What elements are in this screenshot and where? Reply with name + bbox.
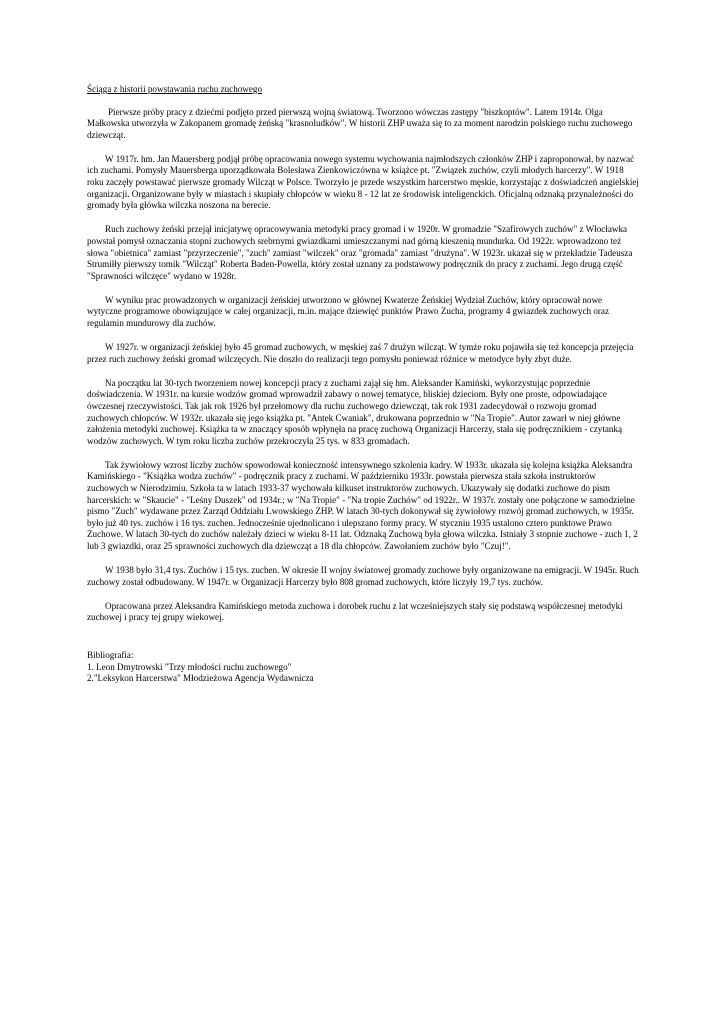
paragraph-5: W 1927r. w organizacji żeńskiej było 45 gromad zuchowych, w męskiej zaś 7 drużyn wilcząt. W tymże roku pojawiła się też koncepcja przejęcia przez ruch zuchowy żeński gromad wilczęcych. Nie doszło do realizacji tego pomysłu ponieważ różnice w metodyce były zbyt duże. <box>87 342 634 364</box>
bibliography <box>87 650 639 685</box>
paragraph-3: Ruch zuchowy żeński przejął inicjatywę opracowywania metodyki pracy gromad i w 1920r. W gromadzie "Szafirowych zuchów" z Włocławka powstał pomysł oznaczania stopni zuchowych srebrnymi gwiazdkami umieszczanymi nad górną kieszenią mundurka. Od 1922r. wprowadzono też słowa "obietnica" zamiast "przyrzeczenie", "zuch" zamiast "wilczek" oraz "gromada" zamiast "drużyna". W 1923r. ukazał się w przekładzie Tadeusza Strumiłły pierwszy tomik "Wilcząt" Roberta Baden-Powella, który został uznany za podstawowy podręcznik do pracy z zuchami. Jego drugą część "Sprawności wilczęce" wydano w 1928r. <box>87 224 633 281</box>
paragraph-4: W wyniku prac prowadzonych w organizacji żeńskiej utworzono w głównej Kwaterze Żeńskiej Wydział Zuchów, który opracował nowe wytyczne programowe obowiązujące w całej organizacji, m.in. mające dziewięć punktów Prawo Zucha, programy 4 gwiazdek zuchowych oraz regulamin mundurowy dla zuchów. <box>87 294 610 328</box>
paragraph-9: Opracowana przez Aleksandra Kamińskiego metoda zuchowa i dorobek ruchu z lat wcześniejszych stały się podstawą współczesnej metodyki zuchowej i pracy tej grupy wiekowej. <box>87 600 623 623</box>
paragraph-1: Pierwsze próby pracy z dziećmi podjęto przed pierwszą wojną światową. Tworzono wówczas zastępy "biszkoptów". Latem 1914r. Olga Małkowska utworzyła w Zakopanem gromadę żeńską "krasnoludków". W historii ZHP uważa się to za moment narodzin polskiego ruchu zuchowego dziewcząt. <box>87 106 633 140</box>
paragraph-6: Na początku lat 30-tych tworzeniem nowej koncepcji pracy z zuchami zajął się hm. Aleksander Kamiński, wykorzystując poprzednie doświadczenia. W 1931r. na kursie wodzów gromad wprowadził zabawy o nowej tematyce, bliskiej dzieciom. Były one proste, odpowiadające ówczesnej rzeczywistości. Tak jak rok 1926 był przełomowy dla ruchu zuchowego dziewcząt, tak rok 1931 zadecydował o rozwoju gromad zuchowych chłopców. W 1932r. ukazała się jego książka pt. "Antek Cwaniak", drukowana poprzednio w "Na Tropie". Autor zawarł w niej główne założenia metodyki zuchowej. Książka ta w znaczący sposób wpłynęła na pracę zuchową Organizacji Harcerzy, stała się podręcznikiem - czytanką wodzów zuchowych. W tym roku liczba zuchów przekroczyła 25 tys. w 833 gromadach. <box>87 377 623 446</box>
paragraph-2: W 1917r. hm. Jan Mauersberg podjął próbę opracowania nowego systemu wychowania najmłodszych członków ZHP i zaproponował, by nazwać ich zuchami. Pomysły Mauersberga uporządkowała Bolesława Zienkowiczówna w książce pt. "Związek zuchów, czyli młodych harcerzy". W 1918 roku zaczęły powstawać pierwsze gromady Wilcząt w Polsce. Tworzyło je przede wszystkim harcerstwo męskie, korzystając z doświadczeń angielskiej organizacji. Organizowane były w miastach i skupiały chłopców w wieku 8 - 12 lat ze środowisk inteligenckich. Oficjalną odznaką przynależności do gromady była główka wilczka noszona na berecie. <box>87 153 639 211</box>
bibliography-heading: Bibliografia: <box>87 649 134 660</box>
bibliography-item: 1. Leon Dmytrowski "Trzy młodości ruchu zuchowego" <box>87 661 292 672</box>
paragraph-8: W 1938 było 31,4 tys. Zuchów i 15 tys. zuchen. W okresie II wojny światowej gromady zuchowe były organizowane na emigracji. W 1945r. Ruch zuchowy został odbudowany. W 1947r. w Organizacji Harcerzy było 808 gromad zuchowych, które liczyły 19,7 tys. zuchów. <box>87 565 639 587</box>
paragraph-7: Tak żywiołowy wzrost liczby zuchów spowodował konieczność intensywnego szkolenia kadry. W 1933r. ukazała się kolejna książka Aleksandra Kamińskiego - "Książka wodza zuchów" - podręcznik pracy z zuchami. W październiku 1933r. powstała pierwsza stała szkoła instruktorów zuchowych w Nierodzimiu. Szkoła ta w latach 1933-37 wychowała kilkuset instruktorów zuchowych. Ukazywały się dodatki zuchowe do pism harcerskich: w "Skaucie" - "Leśny Duszek" od 1934r.; w "Na Tropie" - "Na tropie Zuchów" od 1922r.. W 1937r. zostały one połączone w samodzielne pismo "Zuch" wydawane przez Zarząd Oddziału Lwowskiego ZHP. W latach 30-tych dokonywał się żywiołowy rozwój gromad zuchowych, w 1935r. było już 40 tys. zuchów i 16 tys. zuchen. Jednocześnie ujednolicano i ulepszano formy pracy. W styczniu 1935 ustalono cztero punktowe Prawo Zuchowe. W latach 30-tych do zuchów należały dzieci w wieku 8-11 lat. Odznaką Zuchową była głowa wilczka. Istniały 3 stopnie zuchowe - zuch 1, 2 lub 3 gwiazdki, oraz 25 sprawności zuchowych dla dziewcząt a 18 dla chłopców. Zawołaniem zuchów było "Czuj!". <box>87 459 638 551</box>
document-page <box>87 84 639 685</box>
bibliography-item: 2."Leksykon Harcerstwa" Młodzieżowa Agencja Wydawnicza <box>87 673 314 684</box>
document-title: Ściąga z historii powstawania ruchu zuchowego <box>87 84 263 94</box>
